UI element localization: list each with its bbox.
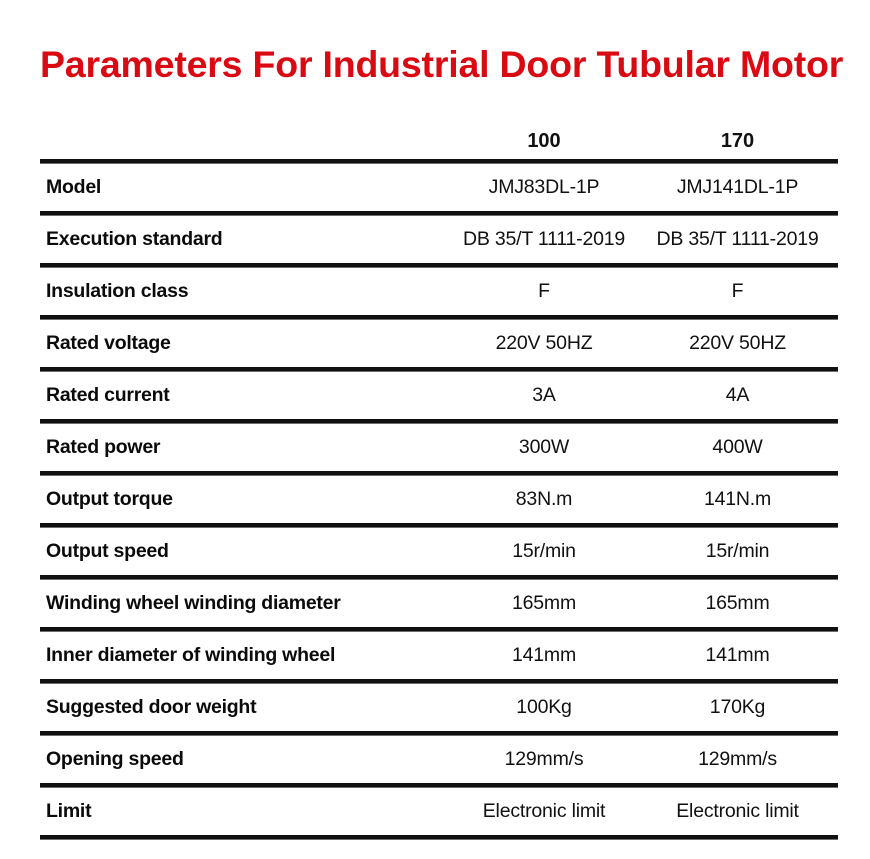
- row-value-100: F: [538, 279, 550, 302]
- table-row: [40, 319, 838, 367]
- row-value-100: 3A: [532, 383, 556, 406]
- row-value-100: 141mm: [511, 643, 577, 666]
- table-row: [40, 423, 838, 471]
- row-value-170: 141N.m: [703, 487, 772, 510]
- table-row: [40, 735, 838, 783]
- row-value-170: 4A: [725, 383, 750, 406]
- row-label: Model: [46, 175, 102, 198]
- row-label: Winding wheel winding diameter: [46, 591, 341, 614]
- row-label: Rated voltage: [46, 331, 171, 354]
- row-value-170: 400W: [712, 435, 763, 458]
- row-label: Output speed: [46, 539, 169, 562]
- row-value-170: 170Kg: [709, 695, 766, 718]
- table-row: [40, 163, 838, 211]
- row-value-170: F: [731, 279, 744, 302]
- row-value-100: DB 35/T 1111-2019: [462, 227, 626, 250]
- row-label: Output torque: [46, 487, 173, 510]
- table-row: [40, 215, 838, 263]
- row-label: Inner diameter of winding wheel: [46, 643, 336, 666]
- table-row: [40, 527, 838, 575]
- row-value-100: 129mm/s: [504, 747, 584, 770]
- row-value-170: 220V 50HZ: [689, 331, 786, 354]
- page-title: Parameters For Industrial Door Tubular Motor: [40, 43, 844, 85]
- row-label: Insulation class: [46, 279, 189, 302]
- column-header-100: 100: [527, 130, 561, 152]
- row-label: Execution standard: [46, 227, 223, 250]
- table-rule: [40, 835, 838, 839]
- table-row: [40, 267, 838, 315]
- table-row: [40, 787, 838, 835]
- row-value-100: 83N.m: [515, 487, 573, 510]
- table-row: [40, 475, 838, 523]
- row-label: Suggested door weight: [46, 695, 257, 718]
- table-header-row: [40, 104, 838, 159]
- table-row: [40, 579, 838, 627]
- row-value-100: 15r/min: [512, 539, 576, 562]
- row-value-170: 15r/min: [705, 539, 770, 562]
- row-label: Limit: [46, 799, 92, 822]
- table-row: [40, 631, 838, 679]
- row-value-100: 300W: [518, 435, 570, 458]
- row-value-100: 220V 50HZ: [495, 331, 593, 354]
- row-value-100: 165mm: [511, 591, 577, 614]
- table-row: [40, 683, 838, 731]
- row-label: Rated current: [46, 383, 170, 406]
- row-value-100: JMJ83DL-1P: [488, 175, 600, 198]
- row-value-170: 129mm/s: [698, 747, 777, 770]
- row-value-170: JMJ141DL-1P: [676, 175, 799, 198]
- row-label: Rated power: [46, 435, 161, 458]
- row-value-170: Electronic limit: [676, 799, 799, 822]
- table-row: [40, 371, 838, 419]
- row-value-170: DB 35/T 1111-2019: [656, 227, 819, 250]
- specifications-table: [40, 104, 838, 839]
- row-value-170: 141mm: [705, 643, 770, 666]
- row-label: Opening speed: [46, 747, 184, 770]
- column-header-170: 170: [720, 130, 755, 152]
- row-value-100: 100Kg: [516, 695, 572, 718]
- row-value-100: Electronic limit: [482, 799, 606, 822]
- row-value-170: 165mm: [705, 591, 770, 614]
